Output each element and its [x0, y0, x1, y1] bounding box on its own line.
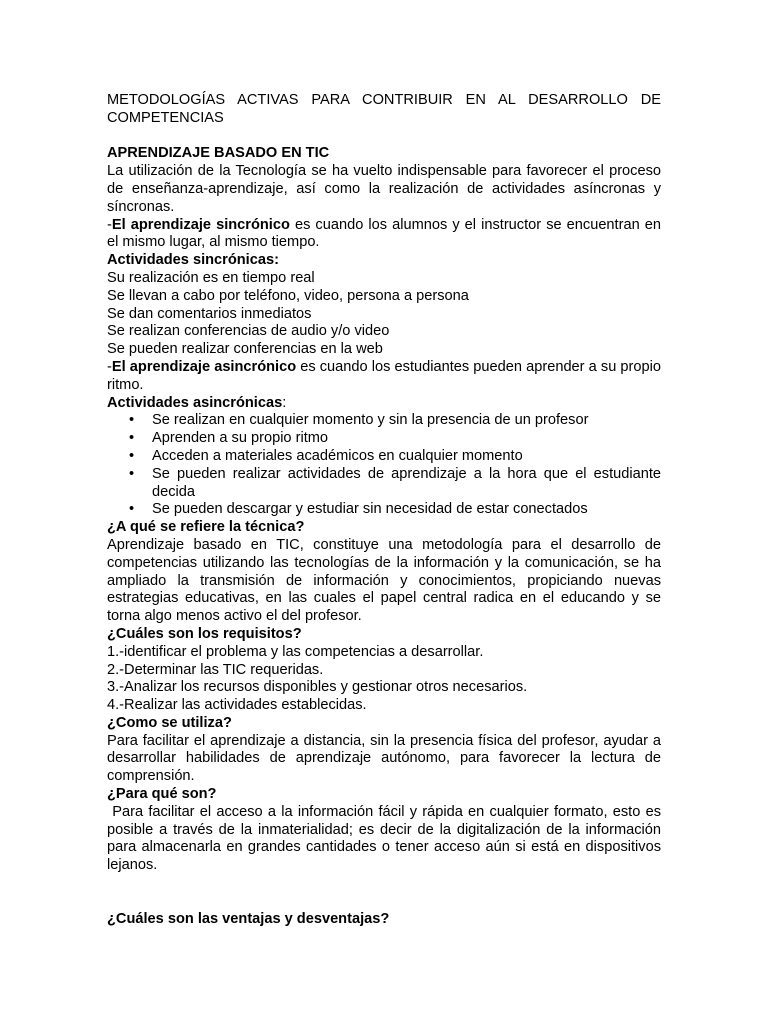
bullet-icon: •	[129, 447, 135, 464]
question-heading-utiliza: ¿Como se utiliza?	[107, 714, 232, 731]
sync-activity-line: Se realizan conferencias de audio y/o video	[107, 323, 390, 340]
question-heading-tecnica: ¿A qué se refiere la técnica?	[107, 519, 305, 536]
list-item-text: Aprenden a su propio ritmo	[152, 430, 329, 447]
answer-paragraph-tecnica: Aprendizaje basado en TIC, constituye una metodología para el desarrollo de competencias utilizando las tecnologías de la información y la comunicación, se ha ampliado la transmisión de información y conocimientos, propiciando nuevas estrategias educativas, en las cuales el papel central radica en el educando y se torna algo menos activo el del profesor.	[107, 536, 661, 625]
sync-activity-line: Se pueden realizar conferencias en la web	[107, 341, 383, 358]
requirement-line: 3.-Analizar los recursos disponibles y gestionar otros necesarios.	[107, 679, 528, 696]
requirement-line: 2.-Determinar las TIC requeridas.	[107, 661, 324, 678]
async-definition-paragraph	[107, 359, 661, 395]
async-term: El aprendizaje asincrónico	[111, 358, 297, 375]
list-item	[107, 430, 661, 448]
list-item	[107, 466, 661, 502]
answer-paragraph-utiliza: Para facilitar el aprendizaje a distancia, sin la presencia física del profesor, ayudar a desarrollar habilidades de aprendizaje autónomo, para favorecer la lectura de comprensión.	[107, 732, 661, 785]
list-item	[107, 448, 661, 466]
question-heading-ventajas: ¿Cuáles son las ventajas y desventajas?	[107, 910, 390, 927]
document-title: METODOLOGÍAS ACTIVAS PARA CONTRIBUIR EN AL DESARROLLO DE COMPETENCIAS	[107, 92, 661, 126]
list-item	[107, 412, 661, 430]
sync-activities-heading: Actividades sincrónicas:	[107, 252, 279, 269]
list-item-text: Acceden a materiales académicos en cualquier momento	[152, 447, 523, 464]
spacer	[107, 875, 661, 911]
async-activities-heading: Actividades asincrónicas	[107, 394, 283, 411]
async-activities-colon: :	[282, 394, 287, 411]
sync-prefix: -	[107, 216, 112, 233]
list-item	[107, 501, 661, 519]
bullet-icon: •	[129, 412, 135, 429]
section-heading-aprendizaje-tic: APRENDIZAJE BASADO EN TIC	[107, 145, 330, 162]
async-activities-heading-line	[107, 395, 661, 413]
question-heading-requisitos: ¿Cuáles son los requisitos?	[107, 625, 302, 642]
answer-paragraph-para-que: Para facilitar el acceso a la información fácil y rápida en cualquier formato, esto es posible a través de la inmaterialidad; es decir de la digitalización de la información para almacenarla en grandes cantidades o tener acceso aún si está en dispositivos lejanos.	[107, 803, 666, 874]
async-activities-list	[107, 412, 661, 519]
sync-activity-line: Se llevan a cabo por teléfono, video, persona a persona	[107, 287, 469, 304]
sync-definition-paragraph	[107, 217, 661, 253]
async-prefix: -	[107, 358, 112, 375]
sync-activity-line: Se dan comentarios inmediatos	[107, 305, 312, 322]
sync-definition-text: es cuando los alumnos y el instructor se encuentran en el mismo lugar, al mismo tiempo.	[107, 216, 661, 251]
intro-paragraph: La utilización de la Tecnología se ha vuelto indispensable para favorecer el proceso de enseñanza-aprendizaje, así como la realización de actividades asíncronas y síncronas.	[107, 163, 661, 215]
async-definition-text: es cuando los estudiantes pueden aprender a su propio ritmo.	[107, 358, 661, 393]
requirement-line: 1.-identificar el problema y las competencias a desarrollar.	[107, 643, 484, 660]
requirement-line: 4.-Realizar las actividades establecidas.	[107, 697, 367, 714]
sync-activity-line: Su realización es en tiempo real	[107, 269, 315, 286]
list-item-text: Se pueden realizar actividades de aprendizaje a la hora que el estudiante decida	[152, 465, 661, 500]
bullet-icon: •	[129, 430, 135, 447]
list-item-text: Se pueden descargar y estudiar sin necesidad de estar conectados	[152, 501, 588, 518]
sync-term: El aprendizaje sincrónico	[111, 216, 290, 233]
list-item-text: Se realizan en cualquier momento y sin la presencia de un profesor	[152, 412, 589, 429]
document-page	[107, 92, 666, 928]
spacer	[107, 128, 661, 146]
question-heading-para-que: ¿Para qué son?	[107, 786, 217, 803]
bullet-icon: •	[129, 501, 135, 518]
bullet-icon: •	[129, 465, 135, 482]
